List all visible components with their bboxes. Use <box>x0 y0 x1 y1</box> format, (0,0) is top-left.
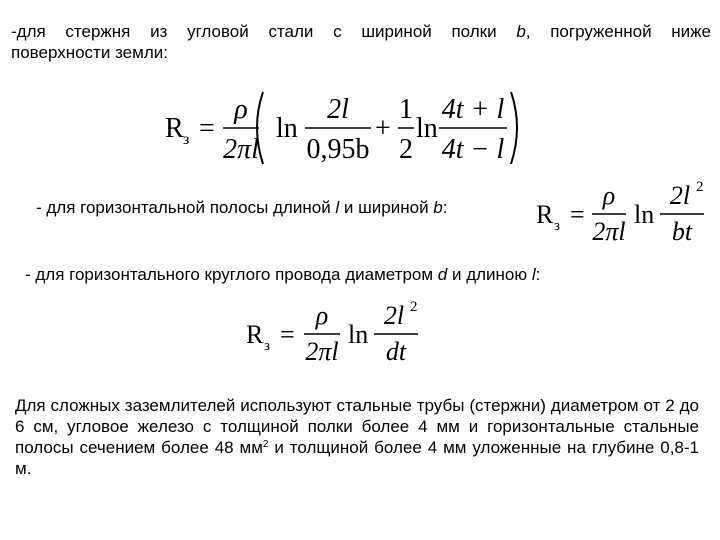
variable-b: b <box>433 198 443 217</box>
resistance-symbol: R <box>246 320 264 349</box>
formula-round-wire <box>238 296 428 370</box>
paragraph-text: и толщиной более 4 мм уложенные на глубине 0,8-1 м. <box>15 438 699 478</box>
caption-text: и шириной <box>339 198 434 217</box>
denominator-bt: bt <box>671 217 693 246</box>
ln-operator-2: ln <box>416 113 438 144</box>
equals-sign: = <box>280 320 295 349</box>
rho-numerator: ρ <box>602 181 616 210</box>
complex-grounding-paragraph <box>15 395 699 479</box>
caption-text: : <box>535 265 541 284</box>
numerator-2l: 2l <box>383 301 405 330</box>
equals-sign: = <box>570 200 585 229</box>
formula-angle-steel-rod <box>155 82 525 174</box>
ln-operator: ln <box>276 113 298 144</box>
resistance-subscript: з <box>264 338 270 354</box>
caption-text: : <box>442 198 448 217</box>
caption-text: и длиною <box>447 265 532 284</box>
frac2-numerator: 4t + l <box>441 94 505 125</box>
caption-text-line2: поверхности земли: <box>11 43 168 62</box>
half-numerator: 1 <box>399 94 413 125</box>
plus-sign: + <box>375 113 391 144</box>
two-pi-l-denominator: 2πl <box>592 217 626 246</box>
variable-l: l <box>335 198 340 217</box>
caption-text: -для стержня из угловой стали с шириной полки <box>11 22 517 41</box>
variable-l: l <box>531 265 536 284</box>
round-wire-caption <box>25 264 540 285</box>
numerator-exponent: 2 <box>696 179 704 195</box>
numerator-exponent: 2 <box>410 299 418 315</box>
variable-b: b <box>516 22 526 41</box>
two-pi-l-denominator: 2πl <box>223 134 259 165</box>
equals-sign: = <box>199 113 215 144</box>
rho-numerator: ρ <box>315 301 329 330</box>
caption-text: - для горизонтального круглого провода диаметром <box>25 265 438 284</box>
resistance-symbol: R <box>165 113 184 144</box>
two-pi-l-denominator: 2πl <box>305 337 339 366</box>
ln-operator: ln <box>348 320 369 349</box>
angle-steel-rod-caption <box>11 21 711 63</box>
paragraph-text: Для сложных заземлителей используют стальные трубы (стержни) диаметром от 2 до 6 см, угловое железо с толщиной полки более 4 мм и горизонтальные стальные полосы сечением более 48 мм <box>15 396 699 457</box>
resistance-subscript: з <box>183 131 190 148</box>
rho-numerator: ρ <box>234 94 248 125</box>
ln-operator: ln <box>634 200 655 229</box>
resistance-subscript: з <box>554 218 560 234</box>
right-parenthesis <box>511 92 517 164</box>
variable-d: d <box>437 265 448 284</box>
frac1-denominator: 0,95b <box>306 134 370 165</box>
caption-text: , погруженной ниже <box>525 22 712 41</box>
denominator-dt: dt <box>385 337 407 366</box>
horizontal-strip-caption <box>36 197 448 218</box>
caption-text: - для горизонтальной полосы длиной <box>36 198 336 217</box>
frac1-numerator: 2l <box>327 94 349 125</box>
half-denominator: 2 <box>399 134 413 165</box>
numerator-2l: 2l <box>669 181 691 210</box>
resistance-symbol: R <box>536 200 554 229</box>
square-exponent: 2 <box>262 439 269 450</box>
formula-horizontal-strip <box>530 176 710 248</box>
frac2-denominator: 4t − l <box>441 134 505 165</box>
